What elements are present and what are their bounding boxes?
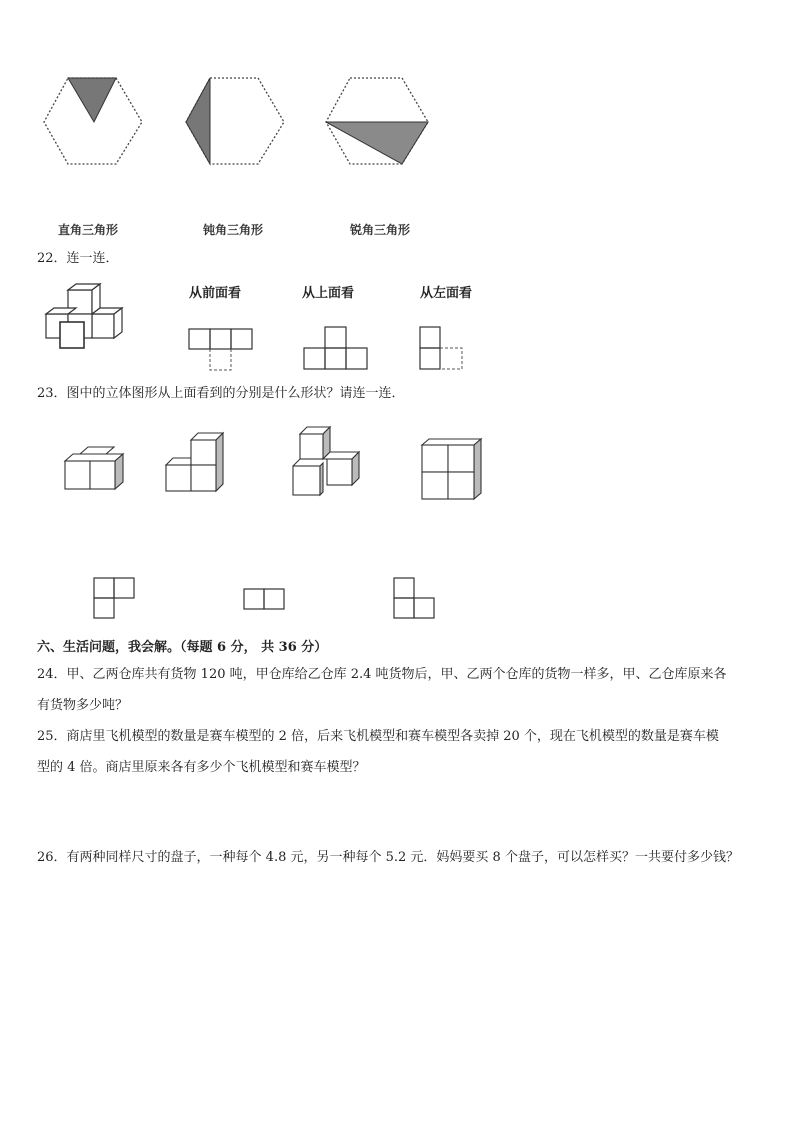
- q23-shape-l-bottom: [393, 577, 437, 621]
- q24-line-2: 有货物多少吨？: [37, 698, 129, 713]
- view-label-top: 从上面看: [302, 286, 355, 301]
- caption-right-triangle: 直角三角形: [58, 223, 119, 237]
- view-label-left: 从左面看: [420, 286, 473, 301]
- q26-line-1: 26．有两种同样尺寸的盘子，一种每个 4.8 元，另一种每个 5.2 元．妈妈要买 8 个盘子，可以怎样买？一共要付多少钱？: [37, 850, 739, 865]
- q23-solid-2: [165, 432, 227, 494]
- hexagon-figure-right-triangle: [40, 74, 150, 169]
- q23-shape-l-top: [93, 577, 137, 621]
- q23-solid-3: [292, 426, 362, 498]
- q22-title: 22．连一连．: [37, 251, 119, 266]
- q23-shape-two-squares: [243, 588, 287, 612]
- q24-line-1: 24．甲、乙两仓库共有货物 120 吨，甲仓库给乙仓库 2.4 吨货物后，甲、乙两个仓库的货物一样多，甲、乙仓库原来各: [37, 667, 727, 682]
- view-label-front: 从前面看: [189, 286, 242, 301]
- view-shape-column: [419, 326, 467, 372]
- q25-line-1: 25．商店里飞机模型的数量是赛车模型的 2 倍，后来飞机模型和赛车模型各卖掉 20 个，现在飞机模型的数量是赛车模: [37, 729, 719, 744]
- q22-cube-stack: [44, 284, 126, 352]
- caption-acute-triangle: 锐角三角形: [350, 223, 411, 237]
- q25-line-2: 型的 4 倍。商店里原来各有多少个飞机模型和赛车模型？: [37, 760, 366, 775]
- q23-title: 23．图中的立体图形从上面看到的分别是什么形状？请连一连．: [37, 386, 405, 401]
- section-6-heading: 六、生活问题，我会解。（每题 6 分， 共 36 分）: [37, 640, 328, 655]
- hexagon-figure-obtuse-triangle: [182, 74, 292, 169]
- caption-obtuse-triangle: 钝角三角形: [203, 223, 264, 237]
- view-shape-inverted-t: [303, 326, 369, 372]
- q23-solid-1: [64, 446, 128, 492]
- q23-solid-4: [421, 438, 483, 502]
- view-shape-t: [188, 328, 254, 372]
- hexagon-figure-acute-triangle: [322, 74, 434, 169]
